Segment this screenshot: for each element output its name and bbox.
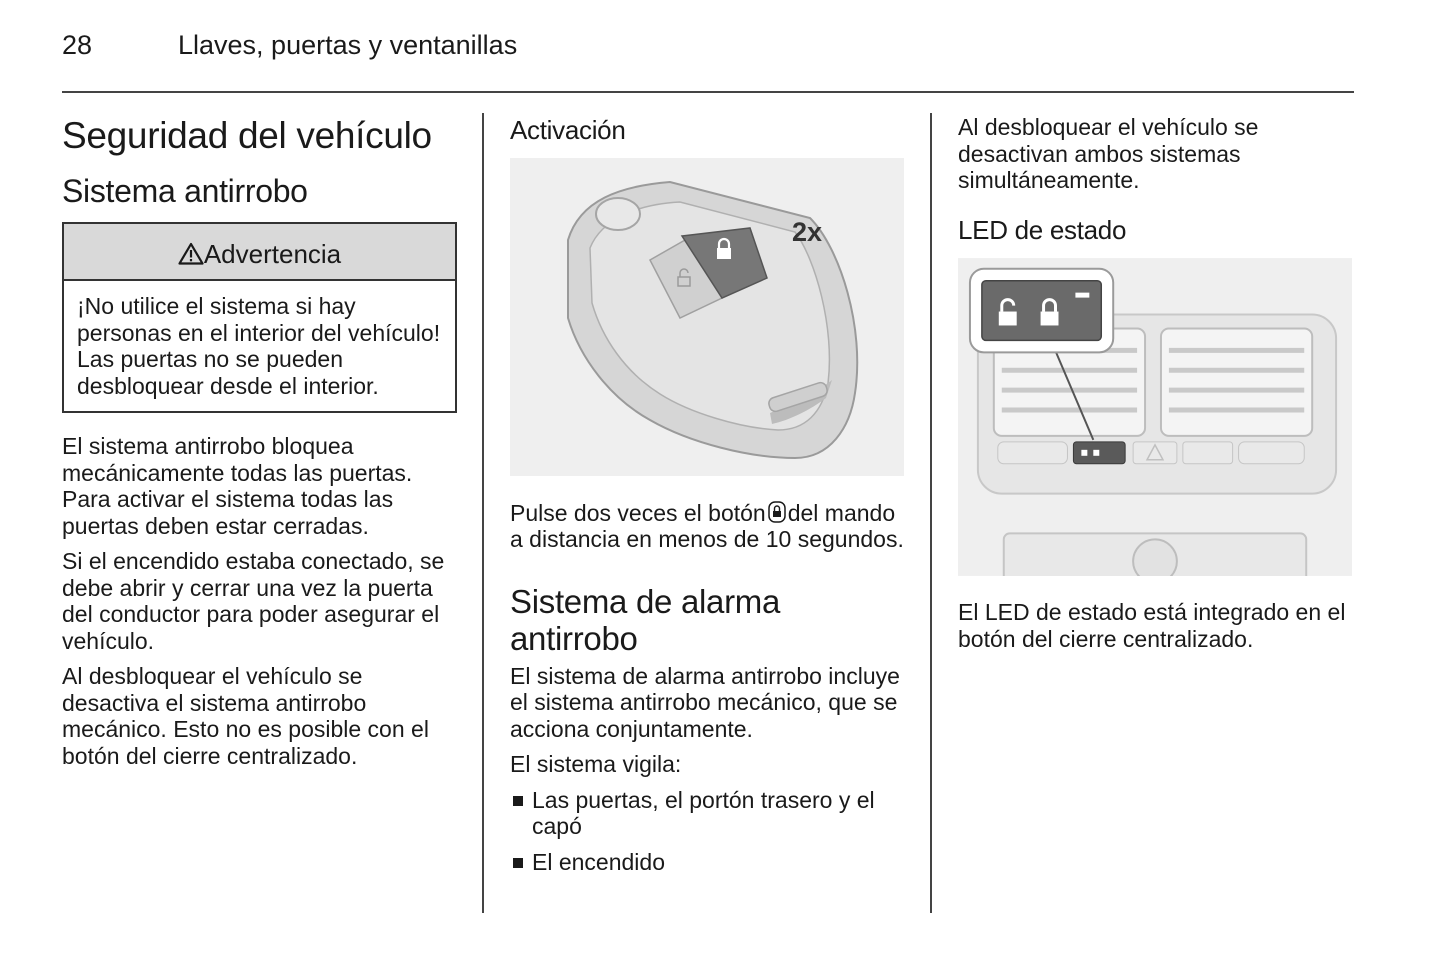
- section-title: Seguridad del vehículo: [62, 115, 432, 156]
- column-divider-left: [482, 113, 484, 913]
- list-item-text: Las puertas, el portón trasero y el capó: [532, 786, 875, 839]
- chapter-title: Llaves, puertas y ventanillas: [178, 30, 518, 60]
- list-item: [510, 849, 908, 876]
- paragraph: El sistema antirrobo bloquea mecánicamente todas las puertas. Para activar el sistema todas las puertas deben estar cerradas.: [62, 433, 413, 539]
- led-caption: El LED de estado está integrado en el botón del cierre centralizado.: [958, 599, 1346, 652]
- warning-label: Advertencia: [203, 239, 342, 269]
- remote-key-illustration: [510, 158, 904, 476]
- list-item-text: El encendido: [532, 848, 665, 875]
- led-indicator: [1075, 292, 1089, 297]
- subsection-title: Sistema antirrobo: [62, 173, 308, 209]
- alarm-paragraph: El sistema de alarma antirrobo incluye el sistema antirrobo mecánico, que se acciona conjuntamente.: [510, 662, 900, 742]
- warning-box: [62, 222, 457, 413]
- warning-triangle-icon: [178, 242, 204, 265]
- column-2: [510, 114, 908, 884]
- dashboard-led-illustration: [958, 258, 1352, 576]
- monitor-list: [510, 787, 908, 876]
- press-count-label: 2x: [792, 217, 823, 247]
- paragraph: Si el encendido estaba conectado, se debe abrir y cerrar una vez la puerta del conductor para poder asegurar el vehículo.: [62, 548, 445, 654]
- list-item: [510, 787, 908, 840]
- paragraph: Al desbloquear el vehículo se desactiva el sistema antirrobo mecánico. Esto no es posible con el botón del cierre centralizado.: [62, 663, 429, 769]
- led-callout: [970, 268, 1113, 352]
- monitors-label: El sistema vigila:: [510, 751, 682, 777]
- bullet-square-icon: [513, 858, 523, 868]
- console-lower: [1004, 533, 1306, 576]
- activation-heading: Activación: [510, 115, 626, 145]
- column-1: [62, 114, 457, 778]
- button-row: [998, 441, 1304, 463]
- warning-header: [64, 224, 455, 281]
- bullet-square-icon: [513, 796, 523, 806]
- activation-text-start: Pulse dos veces el botón: [510, 499, 766, 526]
- activation-text-end: del mando a distancia en menos de 10 segundos.: [510, 499, 904, 552]
- led-heading: LED de estado: [958, 214, 1127, 245]
- intro-paragraph: Al desbloquear el vehículo se desactivan ambos sistemas simultáneamente.: [958, 114, 1259, 193]
- column-3: [958, 114, 1356, 661]
- column-divider-right: [930, 113, 932, 913]
- lock-button-icon: [766, 501, 788, 523]
- header-rule: [62, 91, 1354, 93]
- warning-body: ¡No utilice el sistema si hay personas en el interior del vehículo! Las puertas no se pueden desbloquear desde el interior.: [77, 293, 441, 399]
- activation-text: [510, 500, 908, 553]
- alarm-heading: Sistema de alarma antirrobo: [510, 582, 781, 657]
- page-number: 28: [62, 30, 93, 60]
